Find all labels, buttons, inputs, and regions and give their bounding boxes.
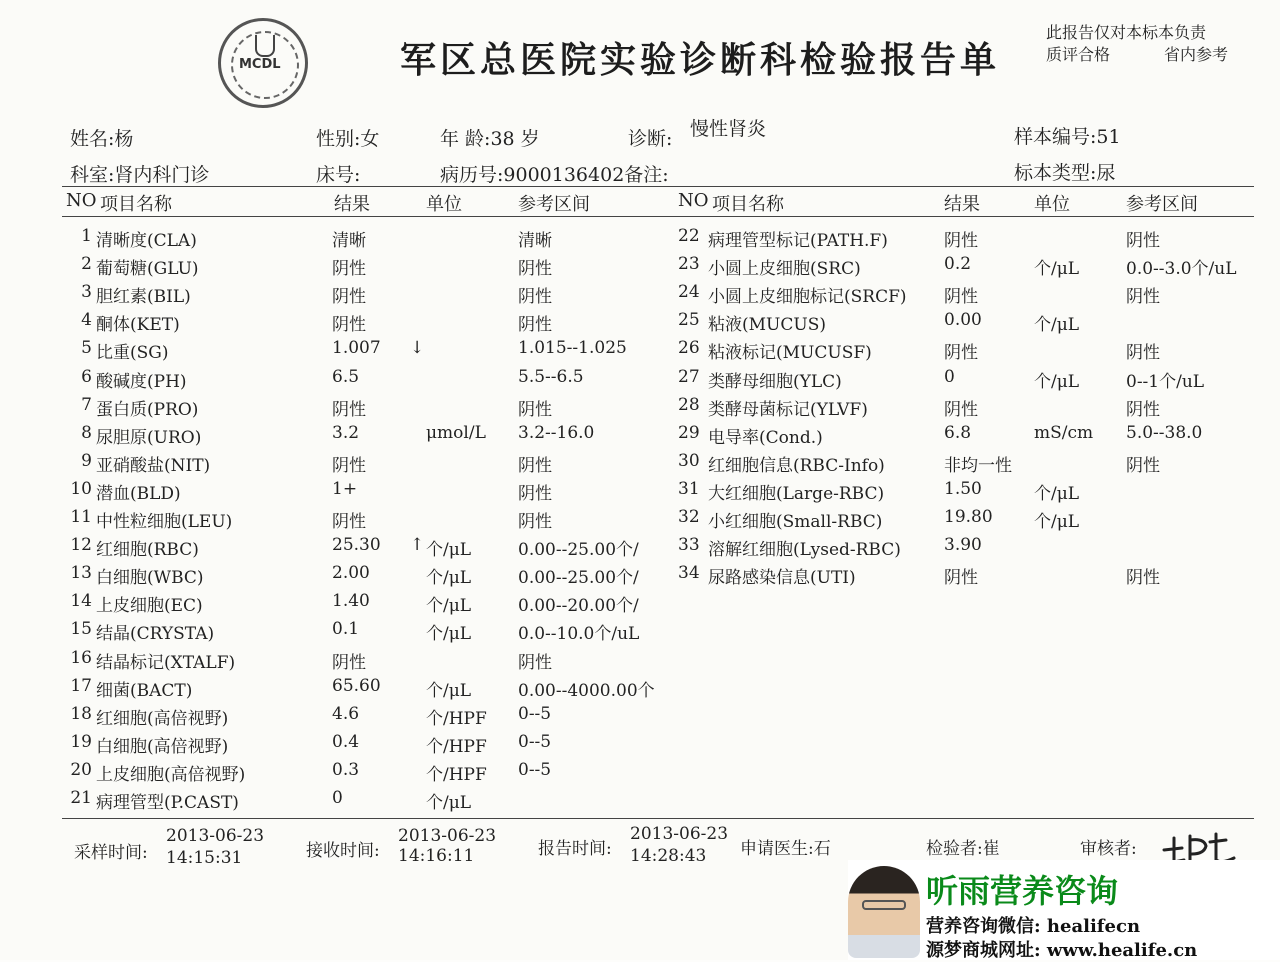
row-reference: 阴性 (518, 259, 552, 280)
sample-type: 尿 (1096, 162, 1116, 184)
row-result: 0.00 (944, 310, 982, 331)
row-result: 阴性 (332, 315, 366, 336)
sex-field (316, 124, 379, 151)
dept-value: 肾内科门诊 (114, 164, 210, 186)
row-reference: 阴性 (518, 652, 552, 673)
col-no-left: NO (66, 190, 97, 211)
row-no: 18 (70, 703, 92, 724)
table-row (678, 535, 1258, 563)
table-row (66, 507, 666, 535)
hospital-logo (218, 18, 308, 108)
row-item-name: 潜血(BLD) (96, 483, 181, 504)
row-reference: 0--5 (518, 731, 552, 752)
row-item-name: 类酵母菌标记(YLVF) (708, 399, 868, 420)
row-no: 19 (70, 731, 92, 752)
row-no: 8 (81, 422, 92, 443)
row-reference: 0.00--25.00个/ (518, 568, 639, 589)
row-no: 22 (678, 226, 700, 246)
row-result: 2.00 (332, 563, 370, 584)
row-flag: ↑ (410, 535, 425, 556)
row-unit: 个/HPF (426, 764, 487, 785)
row-no: 30 (678, 450, 700, 471)
sample-no-field (1014, 122, 1121, 149)
row-item-name: 酸碱度(PH) (96, 371, 187, 392)
table-row (66, 254, 666, 282)
table-row (678, 282, 1258, 310)
flask-icon (255, 35, 275, 57)
row-reference: 阴性 (1126, 287, 1160, 308)
report-title: 军区总医院实验诊断科检验报告单 (400, 39, 1001, 81)
row-item-name: 大红细胞(Large-RBC) (708, 483, 885, 504)
row-result: 清晰 (332, 231, 366, 251)
row-unit: 个/μL (426, 793, 472, 813)
row-no: 27 (678, 366, 700, 387)
tester-label: 检验者: (926, 839, 983, 859)
table-row (678, 338, 1258, 366)
sample-time: 14:15:31 (166, 848, 243, 868)
row-result: 阴性 (944, 287, 978, 308)
row-no: 5 (81, 338, 92, 359)
row-item-name: 类酵母细胞(YLC) (708, 371, 842, 392)
row-reference: 阴性 (518, 512, 552, 532)
divider-top (62, 186, 1254, 187)
table-row (66, 760, 666, 788)
sample-no: 51 (1096, 126, 1121, 148)
row-no: 23 (678, 254, 700, 275)
row-unit: 个/μL (1034, 483, 1080, 504)
row-unit: 个/HPF (426, 736, 487, 757)
row-item-name: 上皮细胞(高倍视野) (96, 764, 246, 785)
table-row (66, 619, 666, 647)
row-unit: 个/μL (1034, 315, 1080, 336)
row-item-name: 酮体(KET) (96, 315, 180, 336)
row-item-name: 红细胞(RBC) (96, 540, 199, 561)
row-reference: 阴性 (1126, 455, 1160, 476)
sample-type-label: 标本类型: (1014, 162, 1097, 184)
row-item-name: 小圆上皮细胞标记(SRCF) (708, 287, 907, 308)
row-item-name: 清晰度(CLA) (96, 231, 197, 251)
row-item-name: 蛋白质(PRO) (96, 399, 199, 420)
row-result: 25.30 (332, 535, 381, 556)
row-unit: 个/μL (426, 540, 472, 561)
table-row (66, 423, 666, 451)
row-result: 非均一性 (944, 455, 1012, 476)
row-no: 6 (81, 366, 92, 387)
table-row (678, 310, 1258, 338)
promo-banner (848, 860, 1280, 960)
col-ref-left: 参考区间 (518, 194, 590, 215)
row-result: 阴性 (332, 455, 366, 476)
row-unit: 个/μL (426, 624, 472, 645)
row-no: 4 (81, 310, 92, 331)
table-row (66, 788, 666, 816)
table-row (66, 479, 666, 507)
table-row (678, 254, 1258, 282)
row-unit: 个/μL (1034, 512, 1080, 532)
row-result: 3.90 (944, 535, 982, 556)
doctor-field (740, 834, 831, 859)
consultant-photo (848, 866, 920, 958)
report-time-label: 报告时间: (538, 839, 612, 859)
row-item-name: 白细胞(WBC) (96, 568, 204, 589)
divider-header (62, 216, 1254, 217)
row-item-name: 葡萄糖(GLU) (96, 259, 199, 280)
patient-age: 38 岁 (490, 128, 540, 150)
col-no-right: NO (678, 190, 709, 211)
record-label: 病历号: (440, 164, 504, 186)
table-row (66, 732, 666, 760)
row-item-name: 溶解红细胞(Lysed-RBC) (708, 540, 901, 561)
row-item-name: 尿胆原(URO) (96, 427, 202, 448)
row-item-name: 小红细胞(Small-RBC) (708, 512, 883, 532)
table-row (66, 648, 666, 676)
diagnosis-value: 慢性肾炎 (690, 118, 767, 140)
table-row (66, 310, 666, 338)
row-result: 0.1 (332, 619, 360, 640)
row-no: 1 (81, 226, 92, 246)
row-unit: 个/μL (426, 680, 472, 701)
row-item-name: 胆红素(BIL) (96, 287, 191, 308)
table-row (678, 563, 1258, 591)
logo-text: MCDL (239, 57, 281, 72)
reference-note: 省内参考 (1164, 45, 1229, 64)
row-no: 26 (678, 338, 700, 359)
row-item-name: 比重(SG) (96, 343, 169, 364)
row-reference: 0.0--10.0个/uL (518, 624, 640, 645)
row-reference: 阴性 (1126, 343, 1160, 364)
record-field (440, 160, 669, 187)
table-row (678, 479, 1258, 507)
quality-note: 质评合格 (1046, 45, 1111, 64)
row-reference: 0.00--20.00个/ (518, 596, 639, 617)
dept-field (70, 160, 209, 187)
row-no: 14 (70, 591, 92, 612)
row-no: 9 (81, 450, 92, 471)
row-unit: 个/μL (426, 568, 472, 589)
table-row (66, 282, 666, 310)
table-row (66, 338, 666, 366)
diagnosis-label: 诊断: (628, 128, 673, 150)
row-result: 1.40 (332, 591, 370, 612)
age-field (440, 124, 540, 151)
table-row (66, 395, 666, 423)
row-reference: 0.00--25.00个/ (518, 540, 639, 561)
sample-date: 2013-06-23 (166, 826, 265, 846)
row-result: 阴性 (332, 399, 366, 420)
row-reference: 0--1个/uL (1126, 371, 1205, 392)
col-ref-right: 参考区间 (1126, 194, 1198, 215)
row-no: 34 (678, 563, 700, 584)
dept-label: 科室: (70, 164, 115, 186)
row-result: 阴性 (332, 512, 366, 532)
row-no: 32 (678, 507, 700, 527)
row-result: 1.007 (332, 338, 381, 359)
tester-name: 崔 (982, 839, 1000, 859)
receive-date: 2013-06-23 (398, 826, 497, 846)
row-item-name: 病理管型(P.CAST) (96, 793, 239, 813)
row-no: 3 (81, 282, 92, 303)
age-label: 年 龄: (440, 128, 491, 150)
row-reference: 阴性 (1126, 568, 1160, 589)
row-reference: 阴性 (518, 483, 552, 504)
row-result: 0.4 (332, 731, 360, 752)
row-reference: 0.0--3.0个/uL (1126, 259, 1237, 280)
row-no: 21 (70, 788, 92, 808)
row-no: 20 (70, 759, 92, 780)
row-no: 13 (70, 563, 92, 584)
patient-sex: 女 (360, 128, 380, 150)
report-time: 14:28:43 (630, 846, 707, 866)
row-result: 阴性 (944, 399, 978, 420)
row-item-name: 中性粒细胞(LEU) (96, 512, 233, 532)
row-no: 16 (70, 647, 92, 668)
row-unit: 个/μL (1034, 259, 1080, 280)
row-no: 15 (70, 619, 92, 640)
row-result: 阴性 (332, 652, 366, 673)
promo-wechat: 营养咨询微信: healifecn (926, 916, 1141, 937)
sample-type-field (1014, 158, 1115, 185)
row-result: 6.5 (332, 366, 360, 387)
sample-no-label: 样本编号: (1014, 126, 1097, 148)
table-row (678, 507, 1258, 535)
row-result: 0 (332, 788, 343, 808)
row-result: 阴性 (332, 259, 366, 280)
doctor-label: 申请医生: (740, 839, 814, 859)
row-reference: 3.2--16.0 (518, 422, 595, 443)
row-result: 1.50 (944, 478, 982, 499)
row-unit: 个/HPF (426, 708, 487, 729)
row-result: 1+ (332, 478, 358, 499)
row-no: 12 (70, 535, 92, 556)
name-label: 姓名: (70, 128, 115, 150)
table-row (678, 367, 1258, 395)
row-reference: 0--5 (518, 703, 552, 724)
row-result: 65.60 (332, 675, 381, 696)
row-result: 阴性 (944, 343, 978, 364)
table-row (66, 535, 666, 563)
col-name-left: 项目名称 (100, 194, 172, 215)
receive-time-label: 接收时间: (306, 841, 380, 861)
row-unit: 个/μL (1034, 371, 1080, 392)
sample-time-label: 采样时间: (74, 843, 148, 863)
doctor-name: 石 (813, 839, 831, 859)
row-no: 33 (678, 535, 700, 556)
row-item-name: 红细胞信息(RBC-Info) (708, 455, 885, 476)
glasses-shape (862, 900, 906, 910)
row-result: 0 (944, 366, 955, 387)
row-no: 31 (678, 478, 700, 499)
row-reference: 0.00--4000.00个 (518, 680, 655, 701)
sex-label: 性别: (316, 128, 361, 150)
row-no: 10 (70, 478, 92, 499)
row-item-name: 粘液标记(MUCUSF) (708, 343, 872, 364)
row-item-name: 细菌(BACT) (96, 680, 193, 701)
row-item-name: 结晶标记(XTALF) (96, 652, 236, 673)
row-item-name: 电导率(Cond.) (708, 427, 823, 448)
row-result: 阴性 (944, 231, 978, 251)
row-reference: 清晰 (518, 231, 552, 251)
row-unit: mS/cm (1034, 422, 1094, 443)
promo-site: 源梦商城网址: www.healife.cn (926, 940, 1198, 961)
row-reference: 阴性 (518, 287, 552, 308)
table-row (66, 367, 666, 395)
row-unit: 个/μL (426, 596, 472, 617)
row-reference: 阴性 (1126, 231, 1160, 251)
table-row (678, 395, 1258, 423)
row-item-name: 小圆上皮细胞(SRC) (708, 259, 861, 280)
row-reference: 阴性 (518, 315, 552, 336)
row-result: 阴性 (332, 287, 366, 308)
row-no: 28 (678, 394, 700, 415)
row-reference: 0--5 (518, 759, 552, 780)
row-no: 24 (678, 282, 700, 303)
table-row (66, 226, 666, 254)
table-row (678, 423, 1258, 451)
row-result: 19.80 (944, 507, 993, 527)
row-result: 3.2 (332, 422, 360, 443)
row-result: 6.8 (944, 422, 972, 443)
table-row (66, 451, 666, 479)
table-row (678, 226, 1258, 254)
row-no: 17 (70, 675, 92, 696)
record-no: 9000136402 (503, 164, 625, 186)
table-row (66, 563, 666, 591)
col-result-left: 结果 (334, 194, 370, 215)
row-result: 0.2 (944, 254, 972, 275)
row-item-name: 上皮细胞(EC) (96, 596, 203, 617)
col-name-right: 项目名称 (712, 194, 784, 215)
diagnosis-field (628, 124, 672, 151)
report-disclaimer: 此报告仅对本标本负责 (1046, 23, 1207, 42)
row-result: 4.6 (332, 703, 360, 724)
receive-time: 14:16:11 (398, 846, 475, 866)
row-no: 2 (81, 254, 92, 275)
row-reference: 5.5--6.5 (518, 366, 584, 387)
row-item-name: 尿路感染信息(UTI) (708, 568, 856, 589)
row-flag: ↓ (410, 338, 425, 359)
row-item-name: 病理管型标记(PATH.F) (708, 231, 888, 251)
row-no: 29 (678, 422, 700, 443)
row-no: 25 (678, 310, 700, 331)
row-item-name: 结晶(CRYSTA) (96, 624, 215, 645)
row-item-name: 红细胞(高倍视野) (96, 708, 229, 729)
row-reference: 1.015--1.025 (518, 338, 627, 359)
row-no: 7 (81, 394, 92, 415)
promo-brand: 听雨营养咨询 (926, 872, 1119, 910)
report-date: 2013-06-23 (630, 824, 729, 844)
row-result: 0.3 (332, 759, 360, 780)
divider-bottom (62, 818, 1254, 819)
col-result-right: 结果 (944, 194, 980, 215)
row-item-name: 粘液(MUCUS) (708, 315, 826, 336)
table-row (66, 704, 666, 732)
row-unit: μmol/L (426, 422, 486, 443)
name-field (70, 124, 133, 151)
table-row (66, 591, 666, 619)
row-reference: 5.0--38.0 (1126, 422, 1203, 443)
col-unit-left: 单位 (426, 194, 462, 215)
remark-label: 备注: (624, 164, 669, 186)
col-unit-right: 单位 (1034, 194, 1070, 215)
row-item-name: 白细胞(高倍视野) (96, 736, 229, 757)
bed-label: 床号: (316, 164, 361, 186)
row-result: 阴性 (944, 568, 978, 589)
row-reference: 阴性 (1126, 399, 1160, 420)
patient-name: 杨 (114, 128, 134, 150)
tester-field (926, 834, 1000, 859)
row-reference: 阴性 (518, 455, 552, 476)
reviewer-label: 审核者: (1080, 839, 1137, 859)
row-no: 11 (70, 507, 92, 527)
row-reference: 阴性 (518, 399, 552, 420)
row-item-name: 亚硝酸盐(NIT) (96, 455, 211, 476)
table-row (66, 676, 666, 704)
table-row (678, 451, 1258, 479)
